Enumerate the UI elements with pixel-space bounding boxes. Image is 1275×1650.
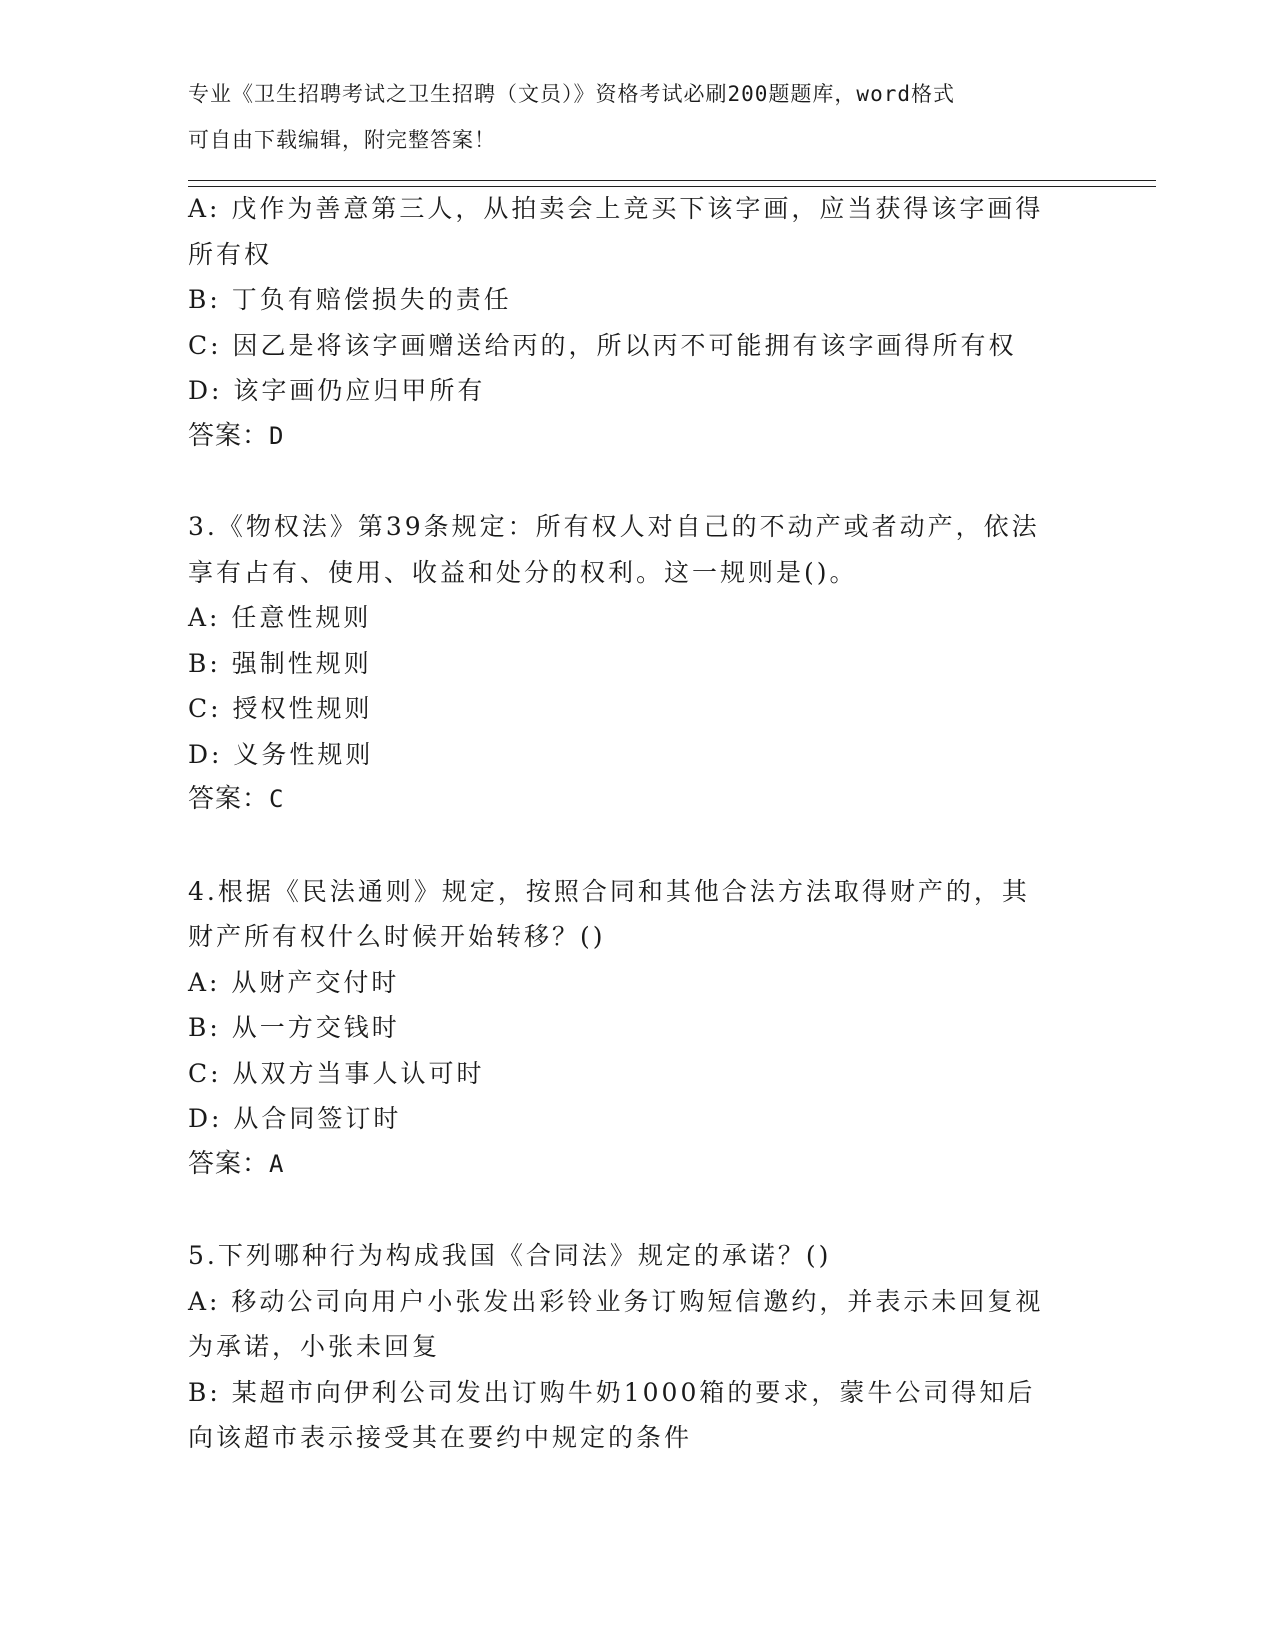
question-2-options xyxy=(188,186,1088,459)
answer-line xyxy=(188,777,1088,823)
option-b: B: 丁负有赔偿损失的责任 xyxy=(188,285,512,314)
answer-line xyxy=(188,414,1088,460)
option-b: B: 强制性规则 xyxy=(188,648,372,678)
option-c: C: 授权性规则 xyxy=(188,694,373,723)
spacer xyxy=(188,459,1088,504)
option-d: D: 该字画仍应归甲所有 xyxy=(188,376,486,405)
option-a-continued: 为承诺，小张未回复 xyxy=(188,1332,441,1361)
answer-label: 答案： xyxy=(188,1148,270,1179)
spacer xyxy=(188,823,1088,869)
question-stem-continued: 财产所有权什么时候开始转移？() xyxy=(188,922,606,951)
answer-label: 答案： xyxy=(188,420,270,451)
option-d: D: 义务性规则 xyxy=(188,739,374,769)
question-stem: 5.下列哪种行为构成我国《合同法》规定的承诺？() xyxy=(188,1241,832,1270)
answer-value: A xyxy=(269,1149,285,1178)
option-a: A: 移动公司向用户小张发出彩铃业务订购短信邀约，并表示未回复视 xyxy=(188,1286,1044,1316)
option-b-continued: 向该超市表示接受其在要约中规定的条件 xyxy=(188,1423,693,1452)
header-title-line-1: 专业《卫生招聘考试之卫生招聘（文员）》资格考试必刷200题题库，word格式 xyxy=(188,82,955,106)
answer-value: D xyxy=(269,421,285,450)
option-d: D: 从合同签订时 xyxy=(188,1104,402,1133)
question-3 xyxy=(188,504,1088,823)
option-c: C: 因乙是将该字画赠送给丙的，所以丙不可能拥有该字画得所有权 xyxy=(188,330,1017,360)
question-stem: 4.根据《民法通则》规定，按照合同和其他合法方法取得财产的，其 xyxy=(188,876,1030,906)
option-a: A: 戊作为善意第三人，从拍卖会上竞买下该字画，应当获得该字画得 xyxy=(188,194,1044,223)
option-a: A: 从财产交付时 xyxy=(188,967,400,997)
option-b: B: 某超市向伊利公司发出订购牛奶1000箱的要求，蒙牛公司得知后 xyxy=(188,1377,1036,1407)
question-5 xyxy=(188,1233,1088,1461)
spacer xyxy=(188,1187,1088,1233)
answer-value: C xyxy=(269,785,285,813)
option-a: A: 任意性规则 xyxy=(188,603,372,632)
answer-label: 答案： xyxy=(188,784,270,814)
option-b: B: 从一方交钱时 xyxy=(188,1013,400,1042)
question-4 xyxy=(188,869,1088,1188)
header-divider-top xyxy=(188,180,1156,181)
option-c: C: 从双方当事人认可时 xyxy=(188,1058,485,1088)
document-header xyxy=(188,72,1088,163)
question-stem-continued: 享有占有、使用、收益和处分的权利。这一规则是()。 xyxy=(188,557,858,587)
option-a-continued: 所有权 xyxy=(188,239,273,269)
question-stem: 3.《物权法》第39条规定：所有权人对自己的不动产或者动产，依法 xyxy=(188,512,1040,541)
question-content xyxy=(188,186,1088,1461)
answer-line xyxy=(188,1142,1088,1188)
header-title-line-2: 可自由下载编辑，附完整答案！ xyxy=(188,127,496,152)
